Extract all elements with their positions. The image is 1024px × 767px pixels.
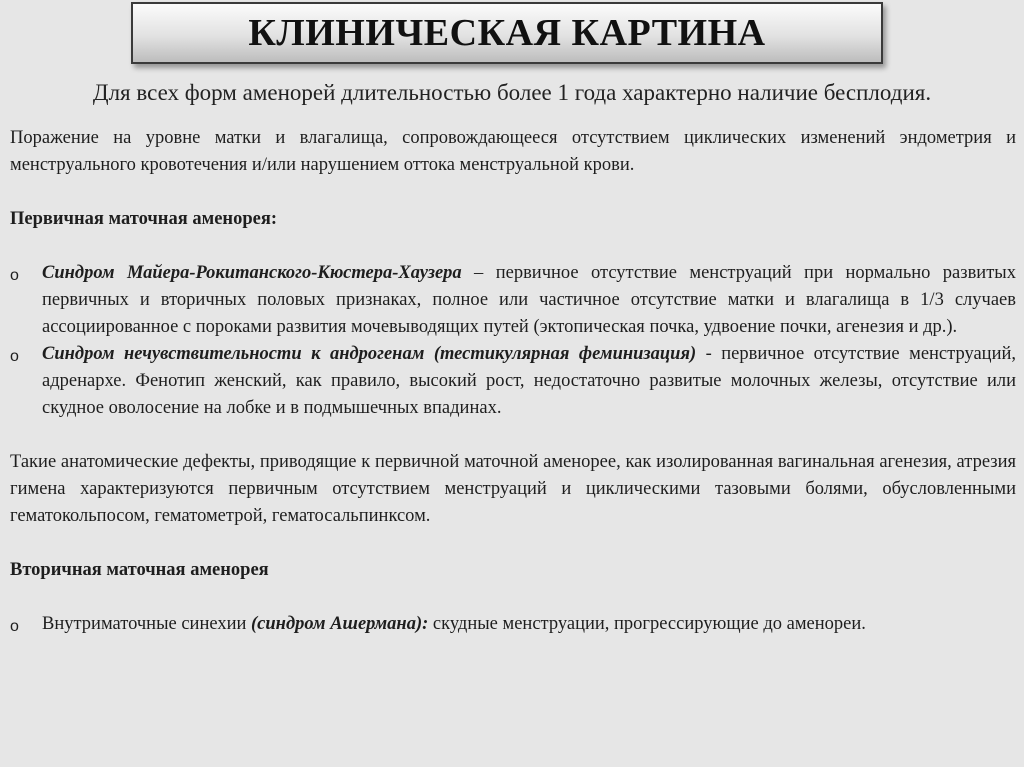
spacer <box>10 530 1016 557</box>
list-item-content <box>42 611 1016 638</box>
syndrome-description: Внутриматочные синехии <box>42 614 252 634</box>
intro-paragraph: Поражение на уровне матки и влагалища, сопровождающееся отсутствием циклических изменений эндометрия и менструального кровотечения и/или нарушением оттока менструальной крови. <box>10 128 1016 175</box>
primary-heading: Первичная маточная аменорея: <box>10 209 277 229</box>
subtitle: Для всех форм аменорей длительностью более 1 года характерно наличие бесплодия. <box>92 80 932 105</box>
anatomic-paragraph: Такие анатомические дефекты, приводящие к первичной маточной аменорее, как изолированная вагинальная агенезия, атрезия гимена характеризуются первичным отсутствием менструаций и циклическими тазовыми болями, обусловленными гематокольпосом, гематометрой, гематосальпинксом. <box>10 452 1016 526</box>
syndrome-description: скудные менструации, прогрессирующие до аменореи. <box>428 614 866 634</box>
spacer <box>10 233 1016 260</box>
syndrome-term: (синдром Ашермана): <box>251 614 429 634</box>
spacer <box>10 179 1016 206</box>
bullet-marker: o <box>10 348 19 365</box>
body-text <box>10 125 1016 640</box>
list-item <box>10 260 1016 341</box>
secondary-heading: Вторичная маточная аменорея <box>10 560 269 580</box>
page-title: КЛИНИЧЕСКАЯ КАРТИНА <box>248 12 766 54</box>
spacer <box>10 584 1016 611</box>
bullet-marker: o <box>10 618 19 635</box>
list-item <box>10 341 1016 422</box>
bullet-marker: o <box>10 267 19 284</box>
syndrome-description: – первичное отсутствие менструаций при нормально развитых первичных и вторичных половых признаках, полное или частичное отсутствие матки и влагалища в 1/3 случаев ассоциированное с пороками развития мочевыводящих путей (эктопическая почка, удвоение почки, агенезия и др.). <box>42 263 1016 337</box>
syndrome-description: - первичное отсутствие менструаций, адренархе. Фенотип женский, как правило, высокий рост, недостаточно развитые молочных железы, отсутствие или скудное оволосение на лобке и в подмышечных впадинах. <box>42 344 1017 418</box>
spacer <box>10 422 1016 449</box>
list-item <box>10 611 1016 640</box>
syndrome-term: Синдром Майера-Рокитанского-Кюстера-Хаузера <box>42 263 462 283</box>
title-box <box>131 2 883 64</box>
list-item-content <box>42 341 1016 422</box>
list-item-content <box>42 260 1016 341</box>
syndrome-term: Синдром нечувствительности к андрогенам (тестикулярная феминизация) <box>42 344 697 364</box>
